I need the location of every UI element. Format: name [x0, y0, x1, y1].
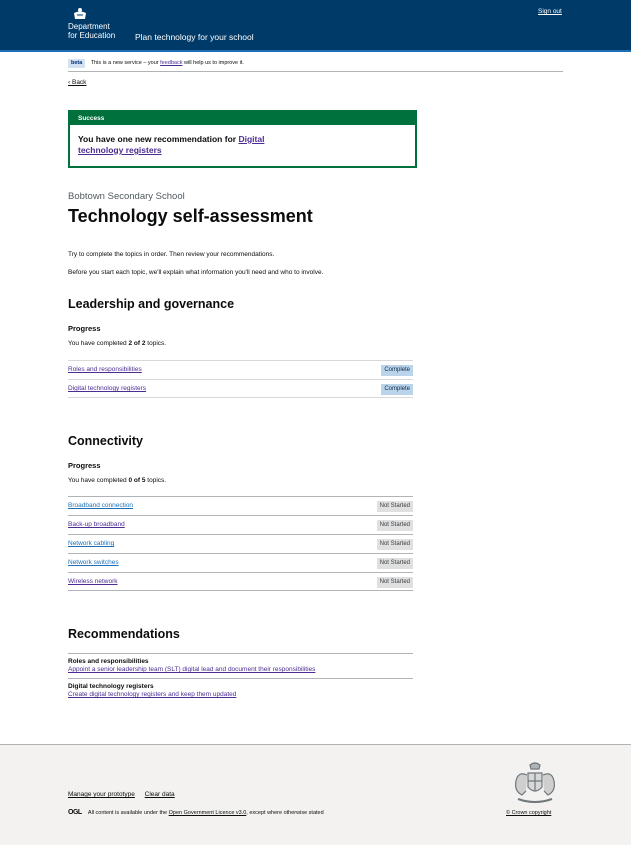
back-link[interactable]: ‹ Back: [68, 79, 87, 86]
dept-line1: Department: [68, 22, 110, 31]
task-item: [68, 553, 413, 572]
intro-paragraph: Before you start each topic, we'll explain what information you'll need and who to involve.: [68, 269, 324, 276]
ogl-logo: OGL: [68, 809, 82, 816]
status-badge: Not Started: [377, 539, 413, 550]
task-item: [68, 534, 413, 553]
page-title: Technology self-assessment: [68, 206, 313, 226]
topic-link-network-cabling[interactable]: Network cabling: [68, 540, 115, 547]
recommendation-item: [68, 653, 413, 678]
progress-text: [68, 340, 166, 347]
recommendation-title: Roles and responsibilities: [68, 658, 149, 665]
manage-prototype-link[interactable]: Manage your prototype: [68, 791, 135, 798]
recommendation-item: [68, 678, 413, 703]
task-list-leadership: [68, 360, 413, 398]
recommendation-link[interactable]: Create digital technology registers and keep them updated: [68, 691, 237, 698]
recommendation-title: Digital technology registers: [68, 683, 154, 690]
recommendations-list: [68, 653, 413, 703]
clear-data-link[interactable]: Clear data: [144, 791, 175, 798]
copyright-link[interactable]: © Crown copyright: [506, 810, 552, 816]
progress-before: You have completed: [68, 477, 127, 484]
recommendations-heading: Recommendations: [68, 627, 180, 641]
footer-links: [68, 791, 183, 798]
topic-link-back-up-broadband[interactable]: Back-up broadband: [68, 521, 125, 528]
topic-link-network-switches[interactable]: Network switches: [68, 559, 119, 566]
progress-before: You have completed: [68, 340, 127, 347]
phase-banner: [68, 57, 563, 72]
task-item: [68, 360, 413, 379]
status-badge: Not Started: [377, 501, 413, 512]
site-footer: [0, 744, 631, 845]
section-heading-connectivity: Connectivity: [68, 434, 144, 448]
task-item: [68, 572, 413, 591]
status-badge: Not Started: [377, 558, 413, 569]
copyright: [506, 810, 551, 816]
school-name: Bobtown Secondary School: [68, 191, 185, 202]
feedback-link[interactable]: feedback: [160, 60, 183, 66]
progress-after: topics.: [147, 340, 167, 347]
phase-text-before: This is a new service – your: [90, 60, 159, 66]
notification-link[interactable]: Digital technology registers: [78, 134, 265, 155]
crest-icon: [72, 7, 88, 20]
sign-out-link[interactable]: Sign out: [538, 8, 562, 15]
licence-text: [68, 809, 324, 816]
section-heading-leadership: Leadership and governance: [68, 297, 235, 311]
notification-body: [70, 125, 310, 156]
department-logo[interactable]: [68, 22, 115, 40]
task-item: [68, 515, 413, 534]
task-list-connectivity: [68, 496, 413, 591]
status-badge: Complete: [381, 365, 413, 376]
recommendation-link[interactable]: Appoint a senior leadership team (SLT) digital lead and document their responsibilities: [68, 666, 316, 673]
notification-title: Success: [70, 112, 415, 125]
beta-tag: beta: [68, 59, 85, 68]
status-badge: Not Started: [377, 577, 413, 588]
task-item: [68, 496, 413, 515]
status-badge: Not Started: [377, 520, 413, 531]
service-name[interactable]: Plan technology for your school: [135, 32, 254, 42]
dept-line2: for Education: [68, 31, 116, 40]
coat-of-arms-icon: [508, 761, 562, 805]
phase-text-after: will help us to improve it.: [184, 60, 244, 66]
licence-before: All content is available under the: [87, 810, 168, 816]
back-link-label: Back: [71, 79, 87, 86]
topic-link-digital-technology-registers[interactable]: Digital technology registers: [68, 385, 147, 392]
topic-link-roles-and-responsibilities[interactable]: Roles and responsibilities: [68, 366, 142, 373]
header-divider: [0, 50, 631, 52]
progress-heading: Progress: [68, 324, 101, 333]
status-badge: Complete: [381, 384, 413, 395]
site-header: [0, 0, 631, 52]
licence-after: , except where otherwise stated: [246, 810, 324, 816]
notification-text: You have one new recommendation for: [78, 134, 237, 144]
task-item: [68, 379, 413, 398]
topic-link-wireless-network[interactable]: Wireless network: [68, 578, 118, 585]
progress-text: [68, 477, 166, 484]
progress-count: 0 of 5: [128, 477, 146, 484]
topic-link-broadband-connection[interactable]: Broadband connection: [68, 502, 134, 509]
progress-heading: Progress: [68, 461, 101, 470]
success-notification: [68, 110, 417, 168]
progress-count: 2 of 2: [128, 340, 146, 347]
licence-link[interactable]: Open Government Licence v3.0: [168, 810, 247, 816]
intro-paragraph: Try to complete the topics in order. Then review your recommendations.: [68, 251, 275, 258]
progress-after: topics.: [147, 477, 167, 484]
